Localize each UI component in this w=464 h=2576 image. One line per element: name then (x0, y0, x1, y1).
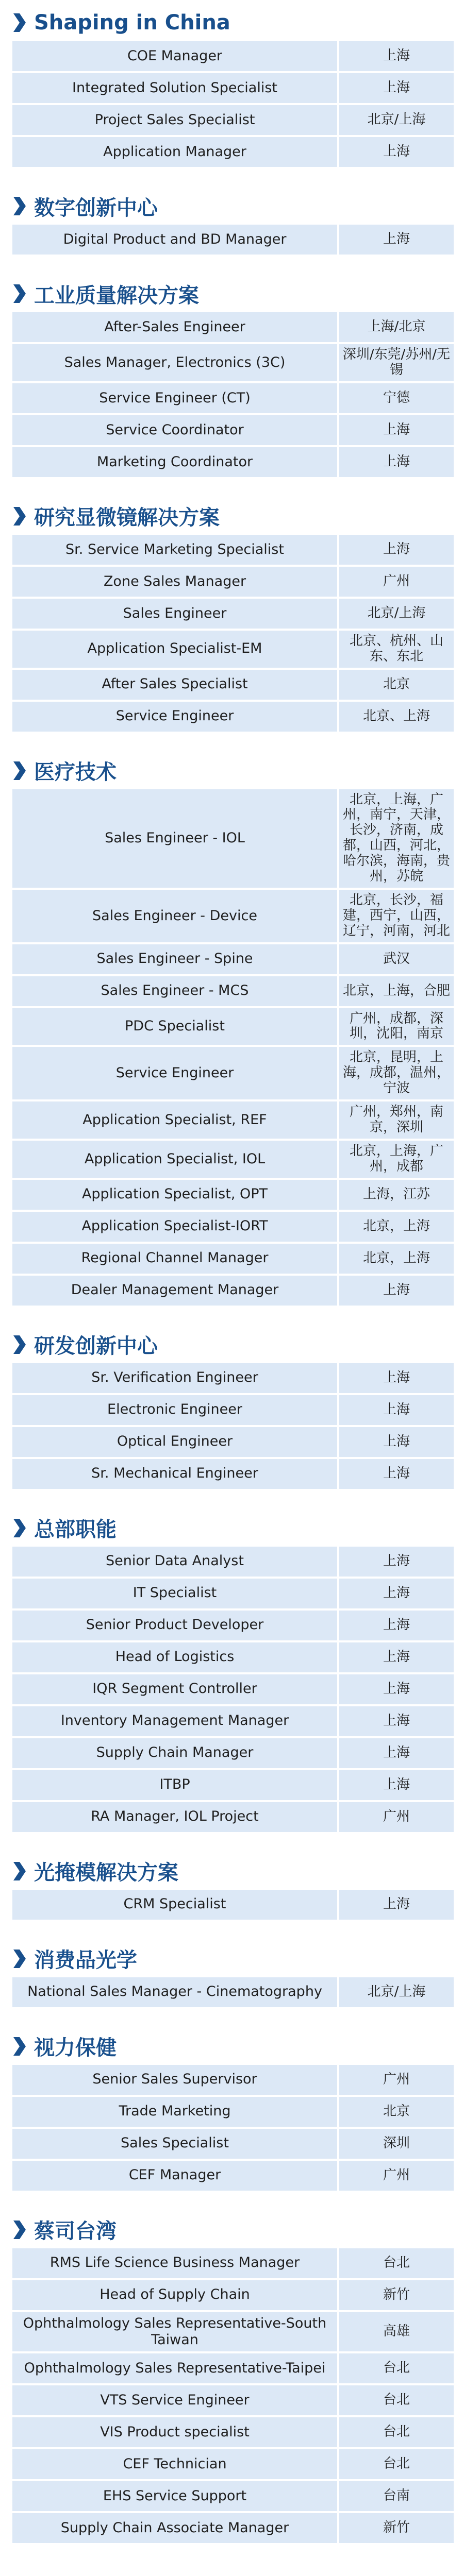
job-section (0, 0, 464, 183)
job-location: 上海，江苏 (337, 1180, 454, 1210)
job-title: Sales Specialist (12, 2129, 337, 2159)
job-row (12, 1674, 454, 1704)
job-title: Electronic Engineer (12, 1395, 337, 1425)
job-location: 上海 (337, 1547, 454, 1577)
job-title: Service Engineer (CT) (12, 383, 337, 413)
job-section (0, 748, 464, 1322)
job-title: PDC Specialist (12, 1008, 337, 1045)
job-title: Service Engineer (12, 702, 337, 732)
job-location: 上海 (337, 1363, 454, 1393)
job-location: 北京，上海，合肥 (337, 976, 454, 1006)
job-table (12, 1975, 454, 2009)
job-title: Senior Data Analyst (12, 1547, 337, 1577)
job-row (12, 2481, 454, 2511)
job-location: 上海 (337, 1611, 454, 1640)
job-location: 上海 (337, 535, 454, 565)
job-row (12, 1770, 454, 1800)
job-title: CEF Manager (12, 2161, 337, 2191)
job-location: 广州 (337, 2161, 454, 2191)
job-row (12, 944, 454, 974)
section-header (12, 277, 452, 310)
job-title: Senior Product Developer (12, 1611, 337, 1640)
job-table (12, 1361, 454, 1491)
job-location: 上海 (337, 1395, 454, 1425)
job-title: Head of Logistics (12, 1642, 337, 1672)
job-location: 上海 (337, 1459, 454, 1489)
job-row (12, 1890, 454, 1920)
job-title: CEF Technician (12, 2449, 337, 2479)
job-location: 上海 (337, 1738, 454, 1768)
job-row (12, 1363, 454, 1393)
chevron-right-icon (12, 196, 27, 216)
job-location: 上海 (337, 415, 454, 445)
chevron-right-icon (12, 12, 27, 33)
job-title: Zone Sales Manager (12, 567, 337, 597)
job-location: 台北 (337, 2353, 454, 2383)
job-row (12, 890, 454, 942)
job-row (12, 1738, 454, 1768)
section-header (12, 2213, 452, 2246)
job-section (0, 1849, 464, 1936)
job-title: Digital Product and BD Manager (12, 225, 337, 255)
job-title: Sr. Service Marketing Specialist (12, 535, 337, 565)
job-location: 北京/上海 (337, 1977, 454, 2007)
job-title: VIS Product specialist (12, 2417, 337, 2447)
job-row (12, 2161, 454, 2191)
job-location: 北京、杭州、山东、东北 (337, 631, 454, 668)
job-location: 台北 (337, 2449, 454, 2479)
job-section (0, 183, 464, 271)
job-title: Regional Channel Manager (12, 1244, 337, 1274)
job-location: 广州 (337, 2065, 454, 2095)
job-title: VTS Service Engineer (12, 2385, 337, 2415)
job-row (12, 631, 454, 668)
job-location: 北京 (337, 670, 454, 700)
job-location: 上海 (337, 1890, 454, 1920)
job-location: 上海 (337, 41, 454, 71)
job-row (12, 702, 454, 732)
job-row (12, 225, 454, 255)
job-row (12, 1459, 454, 1489)
job-row (12, 976, 454, 1006)
job-location: 广州 (337, 1802, 454, 1832)
job-title: Inventory Management Manager (12, 1706, 337, 1736)
job-row (12, 1008, 454, 1045)
job-location: 上海 (337, 137, 454, 167)
job-location: 新竹 (337, 2280, 454, 2310)
job-row (12, 2097, 454, 2127)
job-title: Head of Supply Chain (12, 2280, 337, 2310)
section-title: 蔡司台湾 (34, 2219, 117, 2244)
job-row (12, 1642, 454, 1672)
job-location: 北京，上海，广州，成都 (337, 1141, 454, 1178)
job-location: 北京、上海 (337, 702, 454, 732)
job-title: After Sales Specialist (12, 670, 337, 700)
job-row (12, 2065, 454, 2095)
job-location: 北京/上海 (337, 105, 454, 135)
job-row (12, 312, 454, 342)
job-title: Sales Manager, Electronics (3C) (12, 344, 337, 381)
job-location: 台北 (337, 2417, 454, 2447)
job-title: Integrated Solution Specialist (12, 73, 337, 103)
job-row (12, 73, 454, 103)
job-location: 北京，昆明，上海，成都，温州，宁波 (337, 1047, 454, 1099)
job-row (12, 1706, 454, 1736)
job-row (12, 1212, 454, 1242)
section-header (12, 754, 452, 787)
job-title: Sales Engineer - MCS (12, 976, 337, 1006)
job-row (12, 2513, 454, 2543)
job-location: 广州，郑州，南京，深圳 (337, 1101, 454, 1139)
job-title: Application Specialist, REF (12, 1101, 337, 1139)
job-title: Supply Chain Associate Manager (12, 2513, 337, 2543)
job-table (12, 2063, 454, 2193)
job-row (12, 567, 454, 597)
job-row (12, 415, 454, 445)
job-title: ITBP (12, 1770, 337, 1800)
job-title: IQR Segment Controller (12, 1674, 337, 1704)
job-table (12, 310, 454, 479)
job-title: Ophthalmology Sales Representative-South Taiwan (12, 2312, 337, 2352)
job-row (12, 1244, 454, 1274)
job-row (12, 2385, 454, 2415)
job-row (12, 1977, 454, 2007)
job-section (0, 271, 464, 494)
chevron-right-icon (12, 2219, 27, 2240)
job-row (12, 137, 454, 167)
job-row (12, 2417, 454, 2447)
job-row (12, 41, 454, 71)
section-header (12, 2030, 452, 2063)
chevron-right-icon (12, 1861, 27, 1882)
job-row (12, 383, 454, 413)
job-row (12, 599, 454, 629)
job-section (0, 2207, 464, 2560)
job-title: Optical Engineer (12, 1427, 337, 1457)
job-row (12, 344, 454, 381)
section-title: 研发创新中心 (34, 1334, 158, 1359)
job-row (12, 105, 454, 135)
job-row (12, 1276, 454, 1306)
job-title: National Sales Manager - Cinematography (12, 1977, 337, 2007)
section-title: 工业质量解决方案 (34, 283, 199, 308)
job-location: 台南 (337, 2481, 454, 2511)
job-location: 上海 (337, 1276, 454, 1306)
job-location: 深圳 (337, 2129, 454, 2159)
job-location: 高雄 (337, 2312, 454, 2352)
job-section (0, 1936, 464, 2024)
job-row (12, 1180, 454, 1210)
job-title: Senior Sales Supervisor (12, 2065, 337, 2095)
job-title: Project Sales Specialist (12, 105, 337, 135)
job-location: 上海 (337, 225, 454, 255)
section-title: 医疗技术 (34, 760, 117, 785)
job-title: EHS Service Support (12, 2481, 337, 2511)
job-title: Service Engineer (12, 1047, 337, 1099)
job-row (12, 1047, 454, 1099)
section-header (12, 1942, 452, 1975)
job-location: 北京，上海 (337, 1244, 454, 1274)
job-section (0, 1322, 464, 1505)
job-title: Sales Engineer - Device (12, 890, 337, 942)
section-header (12, 190, 452, 223)
job-title: Marketing Coordinator (12, 447, 337, 477)
job-table (12, 1545, 454, 1834)
job-location: 深圳/东莞/苏州/无锡 (337, 344, 454, 381)
job-row (12, 1427, 454, 1457)
job-row (12, 1101, 454, 1139)
section-header (12, 1855, 452, 1888)
job-row (12, 535, 454, 565)
section-header (12, 500, 452, 533)
chevron-right-icon (12, 1948, 27, 1969)
job-location: 广州 (337, 567, 454, 597)
job-row (12, 2248, 454, 2278)
job-location: 武汉 (337, 944, 454, 974)
job-location: 广州，成都，深圳，沈阳，南京 (337, 1008, 454, 1045)
job-title: COE Manager (12, 41, 337, 71)
job-location: 上海/北京 (337, 312, 454, 342)
job-title: After-Sales Engineer (12, 312, 337, 342)
job-title: Sales Engineer - Spine (12, 944, 337, 974)
job-row (12, 2312, 454, 2352)
job-location: 台北 (337, 2248, 454, 2278)
job-title: Application Specialist-EM (12, 631, 337, 668)
job-title: Application Specialist-IORT (12, 1212, 337, 1242)
chevron-right-icon (12, 506, 27, 527)
job-location: 上海 (337, 1706, 454, 1736)
job-location: 上海 (337, 1579, 454, 1608)
job-location: 宁德 (337, 383, 454, 413)
job-location: 台北 (337, 2385, 454, 2415)
job-row (12, 2449, 454, 2479)
job-location: 上海 (337, 73, 454, 103)
chevron-right-icon (12, 760, 27, 781)
job-title: Application Manager (12, 137, 337, 167)
chevron-right-icon (12, 1334, 27, 1355)
job-title: CRM Specialist (12, 1890, 337, 1920)
job-row (12, 1579, 454, 1608)
job-title: IT Specialist (12, 1579, 337, 1608)
job-location: 北京/上海 (337, 599, 454, 629)
job-section (0, 494, 464, 748)
job-title: RMS Life Science Business Manager (12, 2248, 337, 2278)
job-table (12, 2246, 454, 2546)
job-table (12, 1888, 454, 1922)
section-title: 研究显微镜解决方案 (34, 506, 220, 530)
job-row (12, 1802, 454, 1832)
job-row (12, 1547, 454, 1577)
job-row (12, 1611, 454, 1640)
job-row (12, 789, 454, 888)
job-location: 北京，长沙，福建，西宁，山西，辽宁，河南，河北 (337, 890, 454, 942)
job-table (12, 533, 454, 734)
section-title: Shaping in China (34, 11, 230, 35)
job-title: Ophthalmology Sales Representative-Taipei (12, 2353, 337, 2383)
job-row (12, 2129, 454, 2159)
job-location: 上海 (337, 447, 454, 477)
section-title: 总部职能 (34, 1518, 117, 1542)
job-row (12, 1141, 454, 1178)
job-location: 北京，上海 (337, 1212, 454, 1242)
job-title: Application Specialist, OPT (12, 1180, 337, 1210)
section-title: 光掩模解决方案 (34, 1861, 178, 1885)
job-location: 上海 (337, 1427, 454, 1457)
section-title: 消费品光学 (34, 1948, 137, 1973)
job-title: Sr. Mechanical Engineer (12, 1459, 337, 1489)
job-location: 新竹 (337, 2513, 454, 2543)
job-row (12, 447, 454, 477)
job-row (12, 2353, 454, 2383)
job-title: Sales Engineer - IOL (12, 789, 337, 888)
section-header (12, 1512, 452, 1545)
job-title: Trade Marketing (12, 2097, 337, 2127)
job-section (0, 2024, 464, 2207)
job-title: Application Specialist, IOL (12, 1141, 337, 1178)
job-title: Supply Chain Manager (12, 1738, 337, 1768)
job-table (12, 223, 454, 257)
job-location: 上海 (337, 1674, 454, 1704)
job-title: Dealer Management Manager (12, 1276, 337, 1306)
job-title: Sales Engineer (12, 599, 337, 629)
job-location: 上海 (337, 1642, 454, 1672)
job-title: Sr. Verification Engineer (12, 1363, 337, 1393)
section-header (12, 1328, 452, 1361)
section-header (12, 6, 452, 39)
job-table (12, 39, 454, 169)
section-title: 数字创新中心 (34, 196, 158, 220)
job-title: Service Coordinator (12, 415, 337, 445)
job-location: 北京 (337, 2097, 454, 2127)
job-row (12, 670, 454, 700)
job-row (12, 1395, 454, 1425)
job-table (12, 787, 454, 1308)
chevron-right-icon (12, 2036, 27, 2057)
job-location: 北京，上海，广州，南宁，天津，长沙，济南，成都，山西，河北，哈尔滨，海南，贵州，苏皖 (337, 789, 454, 888)
chevron-right-icon (12, 283, 27, 304)
section-title: 视力保健 (34, 2036, 117, 2060)
chevron-right-icon (12, 1518, 27, 1538)
job-row (12, 2280, 454, 2310)
job-title: RA Manager, IOL Project (12, 1802, 337, 1832)
job-section (0, 1505, 464, 1849)
job-location: 上海 (337, 1770, 454, 1800)
